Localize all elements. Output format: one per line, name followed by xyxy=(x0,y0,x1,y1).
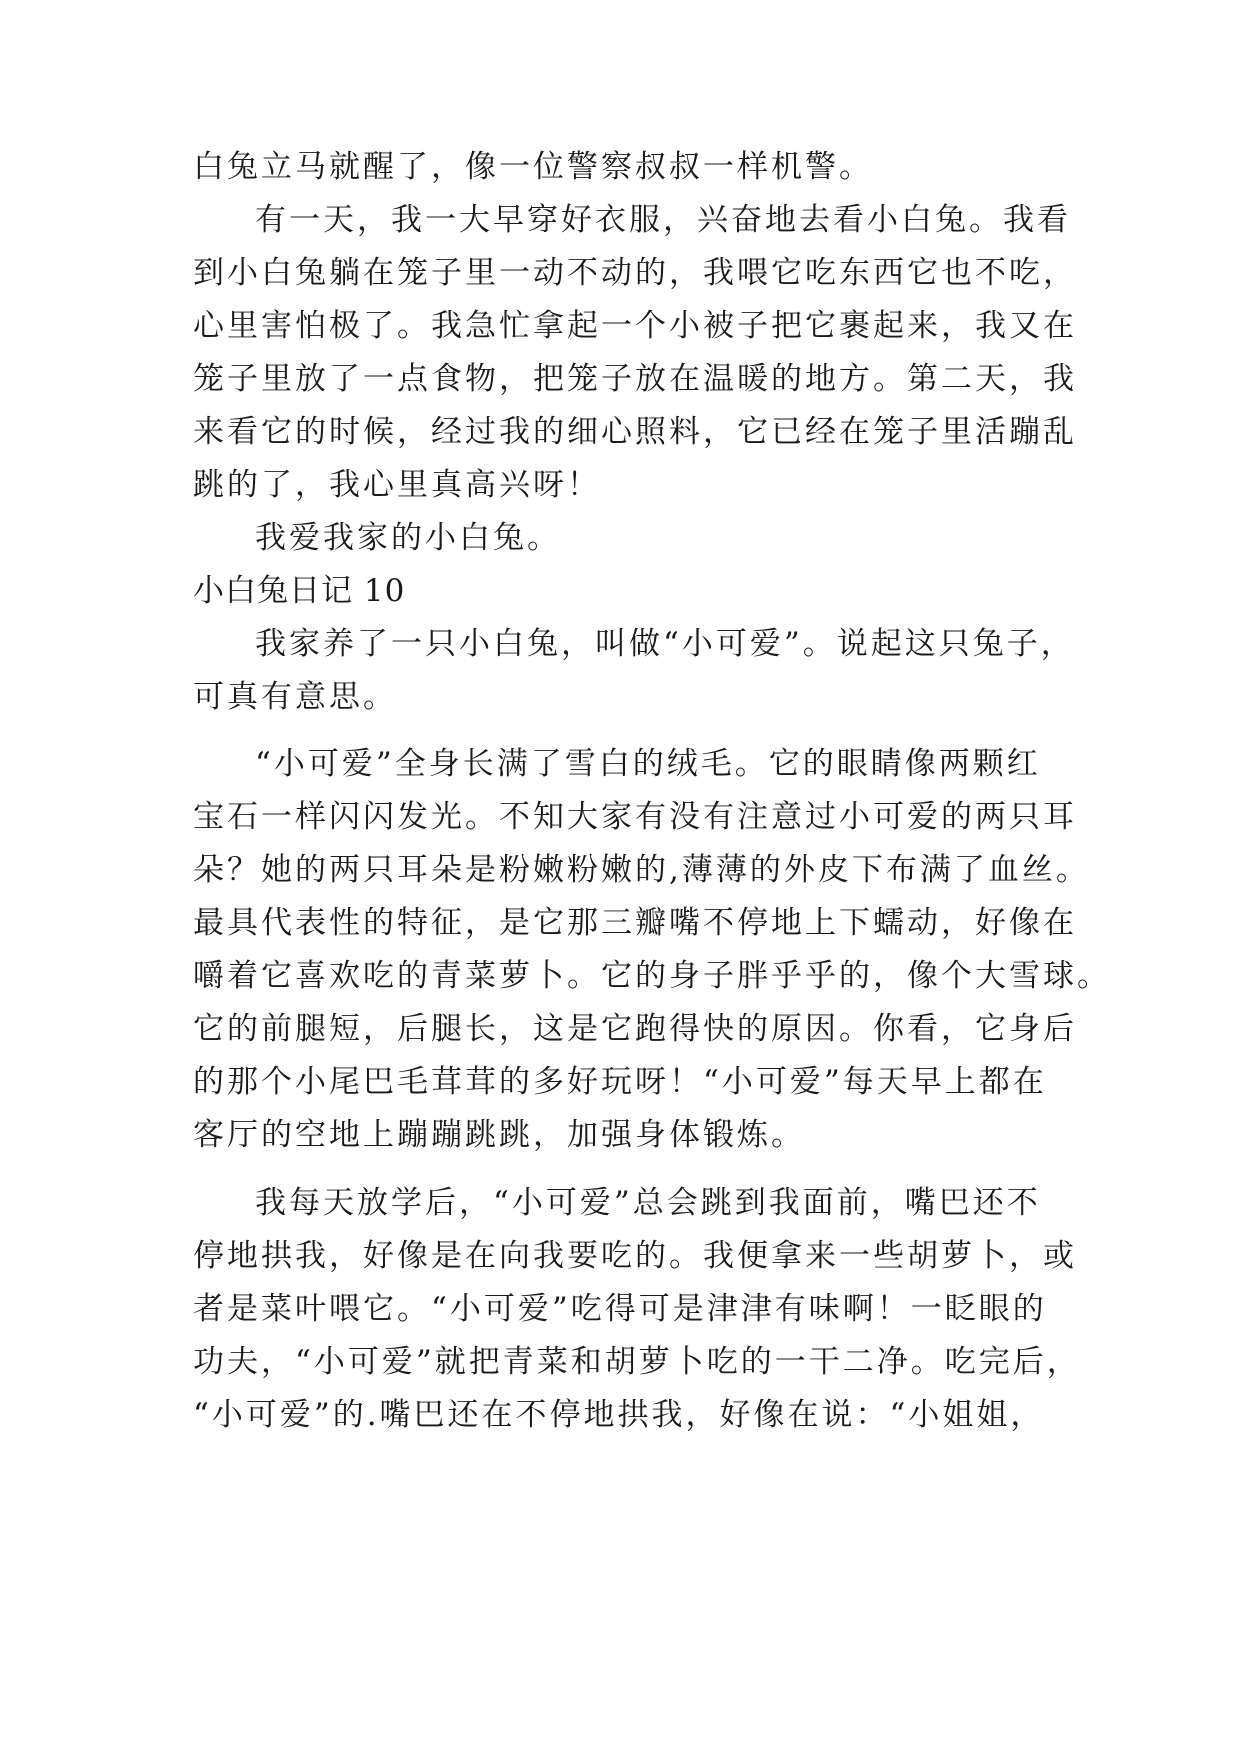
text-line: “小可爱”全身长满了雪白的绒毛。它的眼睛像两颗红 xyxy=(255,746,1041,782)
text-line: 跳的了，我心里真高兴呀！ xyxy=(193,467,601,503)
text-line: 到小白兔躺在笼子里一动不动的，我喂它吃东西它也不吃， xyxy=(193,255,1077,291)
text-line: 停地拱我，好像是在向我要吃的。我便拿来一些胡萝卜，或 xyxy=(193,1238,1077,1274)
text-line: 白兔立马就醒了，像一位警察叔叔一样机警。 xyxy=(193,149,873,185)
text-line: 的那个小尾巴毛茸茸的多好玩呀！“小可爱”每天早上都在 xyxy=(193,1064,1047,1100)
text-line: 客厅的空地上蹦蹦跳跳，加强身体锻炼。 xyxy=(193,1117,805,1153)
text-line: 我爱我家的小白兔。 xyxy=(255,520,561,556)
text-line: 宝石一样闪闪发光。不知大家有没有注意过小可爱的两只耳 xyxy=(193,799,1077,835)
text-line: 嚼着它喜欢吃的青菜萝卜。它的身子胖乎乎的，像个大雪球。 xyxy=(193,958,1111,994)
text-line: 它的前腿短，后腿长，这是它跑得快的原因。你看，它身后 xyxy=(193,1011,1077,1047)
text-line: 功夫，“小可爱”就把青菜和胡萝卜吃的一干二净。吃完后， xyxy=(193,1344,1081,1380)
text-line: 最具代表性的特征，是它那三瓣嘴不停地上下蠕动，好像在 xyxy=(193,905,1077,941)
text-line: 可真有意思。 xyxy=(193,679,397,715)
text-line: 我家养了一只小白兔，叫做“小可爱”。说起这只兔子， xyxy=(255,626,1075,662)
text-line: 我每天放学后，“小可爱”总会跳到我面前，嘴巴还不 xyxy=(255,1185,1041,1221)
text-line: 来看它的时候，经过我的细心照料，它已经在笼子里活蹦乱 xyxy=(193,414,1077,450)
section-heading: 小白兔日记 10 xyxy=(193,573,406,609)
text-line: 笼子里放了一点食物，把笼子放在温暖的地方。第二天，我 xyxy=(193,361,1077,397)
text-line: 者是菜叶喂它。“小可爱”吃得可是津津有味啊！一眨眼的 xyxy=(193,1291,1047,1327)
text-line: 有一天，我一大早穿好衣服，兴奋地去看小白兔。我看 xyxy=(255,202,1071,238)
text-line: “小可爱”的.嘴巴还在不停地拱我，好像在说：“小姐姐， xyxy=(193,1397,1045,1433)
text-line: 心里害怕极了。我急忙拿起一个小被子把它裹起来，我又在 xyxy=(193,308,1077,344)
text-line: 朵？她的两只耳朵是粉嫩粉嫩的,薄薄的外皮下布满了血丝。 xyxy=(193,852,1090,888)
